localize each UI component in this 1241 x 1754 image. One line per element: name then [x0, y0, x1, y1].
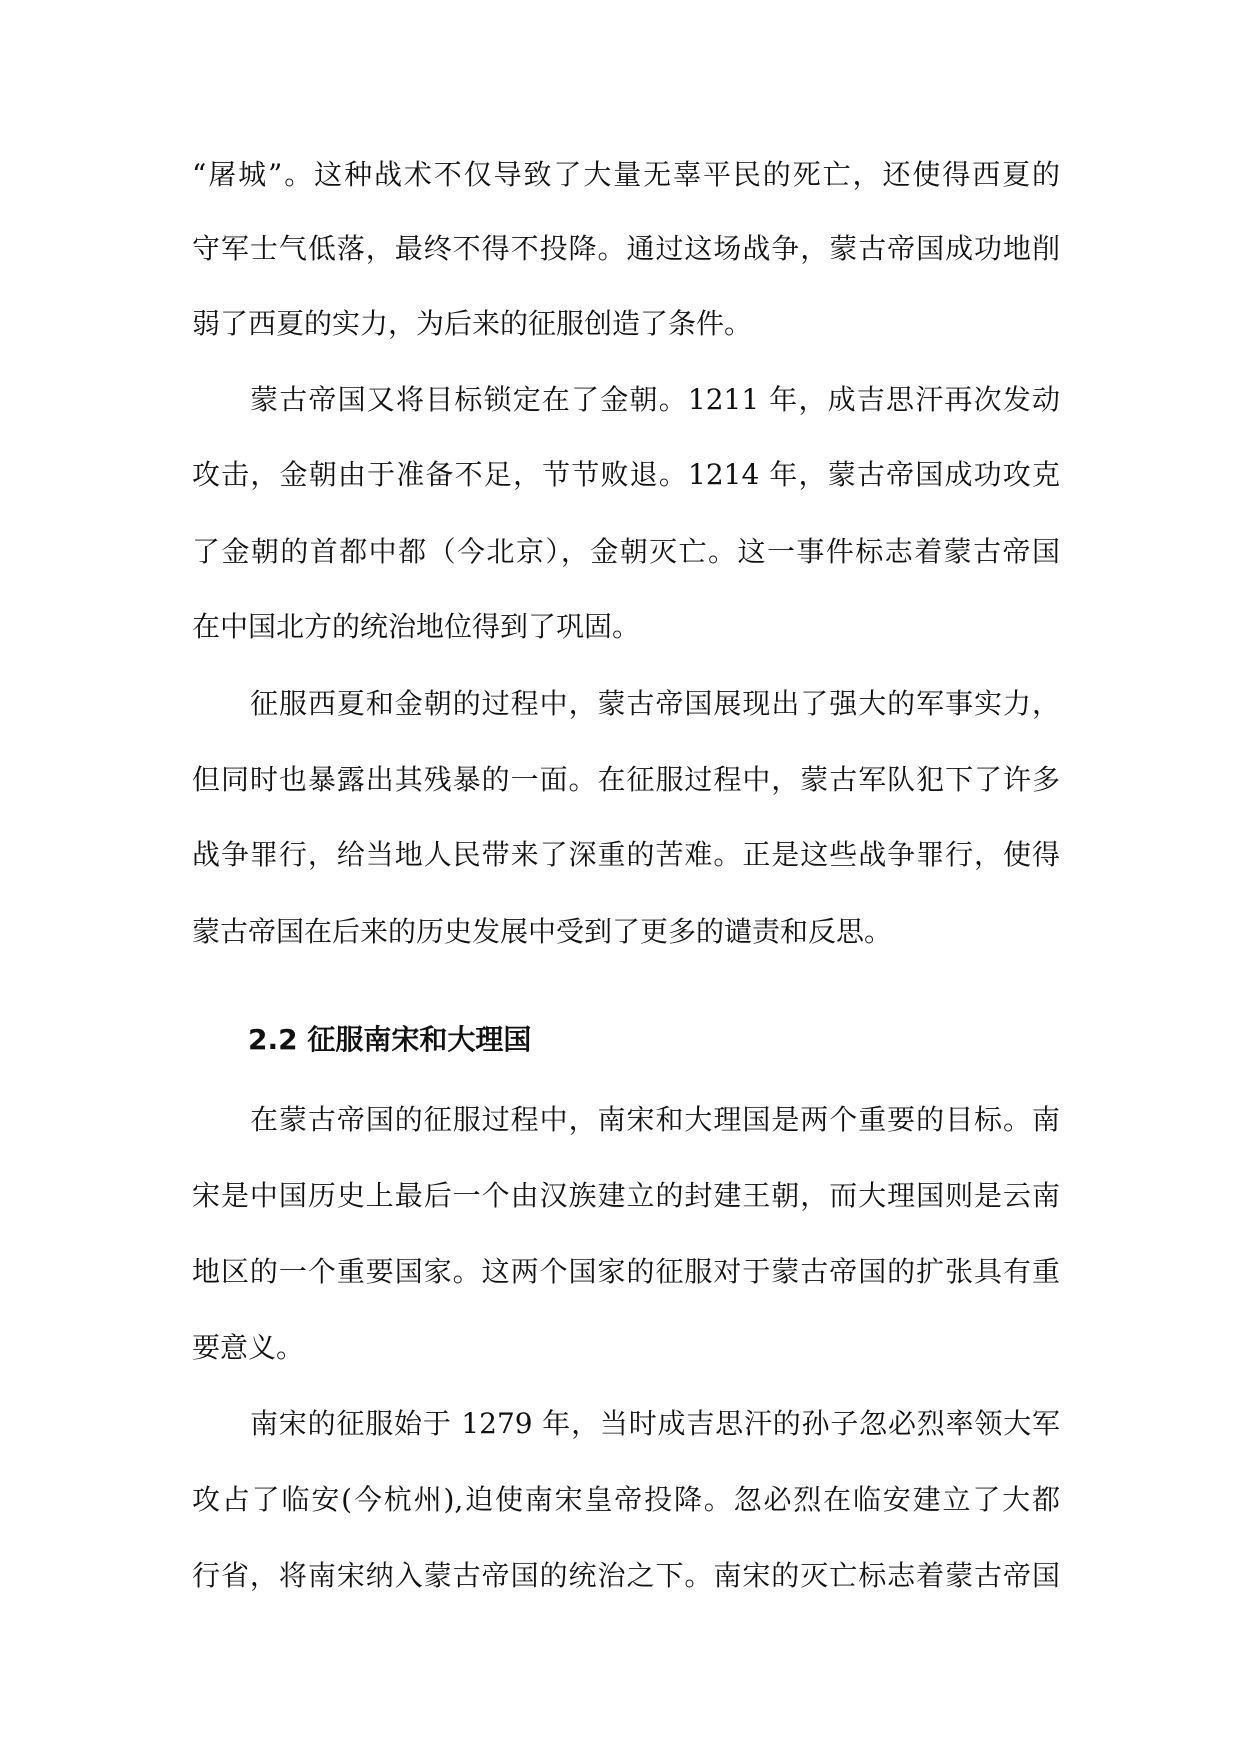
text-line: 南宋的征服始于 1279 年，当时成吉思汗的孙子忽必烈率领大军	[250, 1407, 1060, 1440]
text-line: 宋是中国历史上最后一个由汉族建立的封建王朝，而大理国则是云南	[192, 1179, 1060, 1212]
text-line: 但同时也暴露出其残暴的一面。在征服过程中，蒙古军队犯下了许多	[192, 763, 1060, 796]
text-line: 弱了西夏的实力，为后来的征服创造了条件。	[192, 307, 753, 340]
text-line: 了金朝的首都中都（今北京），金朝灭亡。这一事件标志着蒙古帝国	[192, 535, 1060, 568]
text-line: 战争罪行，给当地人民带来了深重的苦难。正是这些战争罪行，使得	[192, 838, 1060, 871]
text-line: 蒙古帝国在后来的历史发展中受到了更多的谴责和反思。	[192, 915, 893, 948]
section-heading: 2.2 征服南宋和大理国	[248, 1023, 532, 1056]
text-line: 要意义。	[192, 1331, 305, 1364]
text-line: 守军士气低落，最终不得不投降。通过这场战争，蒙古帝国成功地削	[192, 232, 1060, 265]
text-line: “屠城”。这种战术不仅导致了大量无辜平民的死亡，还使得西夏的	[192, 158, 1060, 191]
text-line: 地区的一个重要国家。这两个国家的征服对于蒙古帝国的扩张具有重	[192, 1255, 1060, 1288]
text-line: 在中国北方的统治地位得到了巩固。	[192, 610, 641, 643]
text-line: 在蒙古帝国的征服过程中，南宋和大理国是两个重要的目标。南	[250, 1103, 1060, 1136]
text-line: 蒙古帝国又将目标锁定在了金朝。1211 年，成吉思汗再次发动	[250, 383, 1060, 416]
text-line: 攻占了临安(今杭州),迫使南宋皇帝投降。忽必烈在临安建立了大都	[192, 1483, 1060, 1516]
text-line: 攻击，金朝由于准备不足，节节败退。1214 年，蒙古帝国成功攻克	[192, 458, 1060, 491]
text-line: 行省，将南宋纳入蒙古帝国的统治之下。南宋的灭亡标志着蒙古帝国	[192, 1559, 1060, 1592]
text-line: 征服西夏和金朝的过程中，蒙古帝国展现出了强大的军事实力，	[250, 687, 1060, 720]
